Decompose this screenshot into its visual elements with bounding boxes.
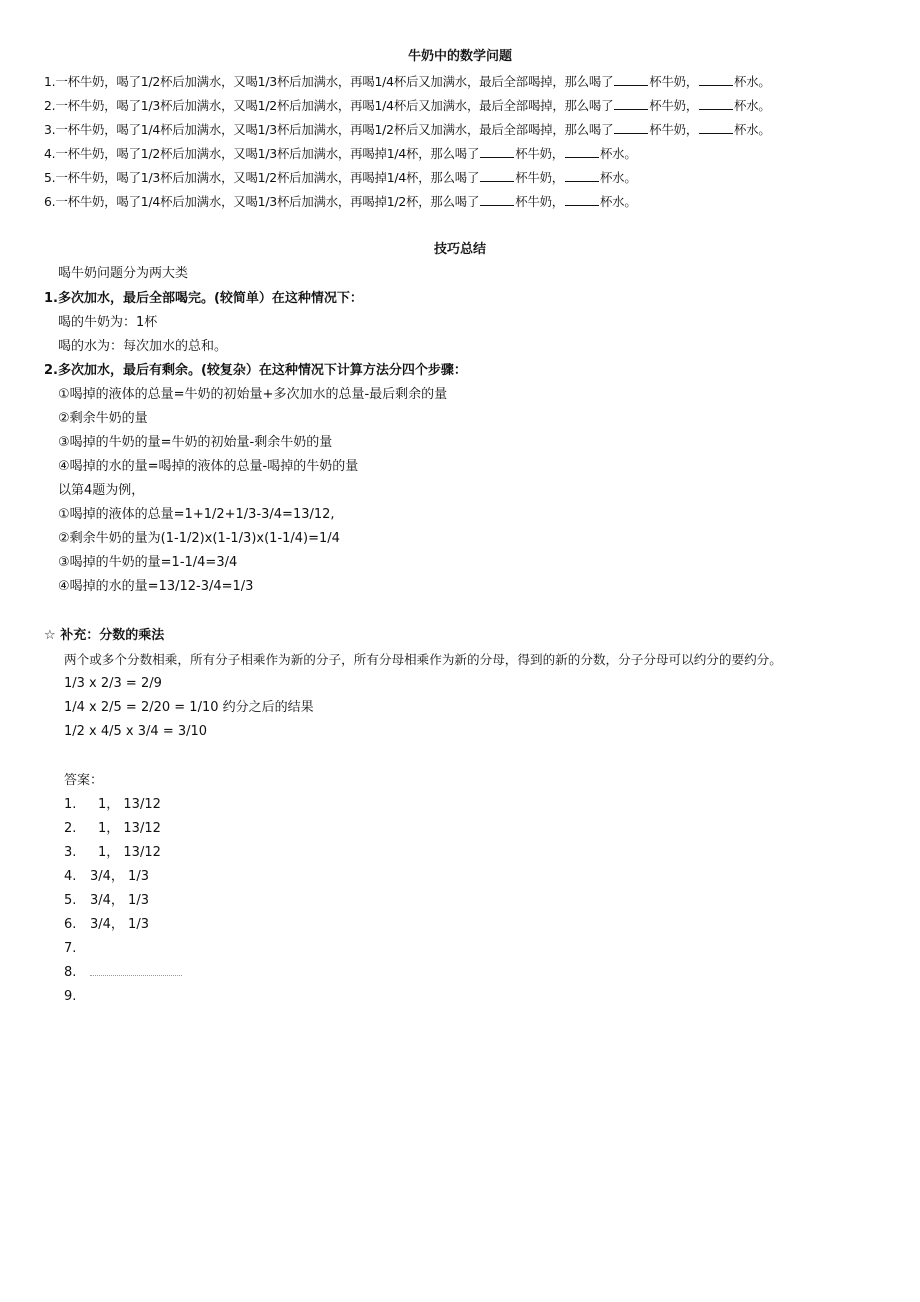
answer-item: 6. 3/4， 1/3 (64, 917, 149, 932)
case2-step: ②剩余牛奶的量 (58, 411, 148, 426)
answer-item: 9. (64, 989, 77, 1004)
answer-blank (614, 121, 648, 134)
question-1: 1.一杯牛奶，喝了1/2杯后加满水，又喝1/3杯后加满水，再喝1/4杯后又加满水，最后全部喝掉，那么喝了 杯牛奶， 杯水。 (44, 74, 771, 89)
summary-title: 技巧总结 (433, 242, 486, 257)
answer-blank (614, 97, 648, 110)
answer-blank (699, 97, 733, 110)
answer-blank (699, 121, 733, 134)
multiplication-example: 1/3 x 2/3 = 2/9 (64, 676, 162, 691)
example-step: ①喝掉的液体的总量=1+1/2+1/3-3/4=13/12, (58, 507, 335, 522)
answer-item: 1. 1， 13/12 (64, 797, 161, 812)
question-2: 2.一杯牛奶，喝了1/3杯后加满水，又喝1/2杯后加满水，再喝1/4杯后又加满水，最后全部喝掉，那么喝了 杯牛奶， 杯水。 (44, 98, 771, 113)
question-6: 6.一杯牛奶，喝了1/4杯后加满水，又喝1/3杯后加满水，再喝掉1/2杯，那么喝了 杯牛奶， 杯水。 (44, 194, 637, 209)
case2-step: ③喝掉的牛奶的量=牛奶的初始量-剩余牛奶的量 (58, 435, 333, 450)
answer-item: 7. (64, 941, 77, 956)
answers-label: 答案： (64, 773, 104, 788)
question-4: 4.一杯牛奶，喝了1/2杯后加满水，又喝1/3杯后加满水，再喝掉1/4杯，那么喝了 杯牛奶， 杯水。 (44, 146, 637, 161)
case2-step: ①喝掉的液体的总量=牛奶的初始量+多次加水的总量-最后剩余的量 (58, 387, 448, 402)
question-3: 3.一杯牛奶，喝了1/4杯后加满水，又喝1/3杯后加满水，再喝1/2杯后又加满水，最后全部喝掉，那么喝了 杯牛奶， 杯水。 (44, 122, 771, 137)
example-step: ④喝掉的水的量=13/12-3/4=1/3 (58, 579, 254, 594)
case2-step: ④喝掉的水的量=喝掉的液体的总量-喝掉的牛奶的量 (58, 459, 359, 474)
supplement-description: 两个或多个分数相乘，所有分子相乘作为新的分子，所有分母相乘作为新的分母，得到的新的分数，分子分母可以约分的要约分。 (64, 652, 782, 667)
answer-blank (614, 73, 648, 86)
case1-heading: 1.多次加水，最后全部喝完。(较简单）在这种情况下： (44, 291, 363, 306)
answer-item: 3. 1， 13/12 (64, 845, 161, 860)
dotted-placeholder (90, 965, 182, 976)
supplement-heading: ☆ 补充：分数的乘法 (44, 628, 165, 643)
answer-blank (480, 145, 514, 158)
answer-blank (480, 193, 514, 206)
answer-blank (565, 145, 599, 158)
answer-item: 4. 3/4， 1/3 (64, 869, 149, 884)
answer-blank (480, 169, 514, 182)
answer-item: 2. 1， 13/12 (64, 821, 161, 836)
answer-blank (699, 73, 733, 86)
case1-line: 喝的牛奶为：1杯 (58, 315, 158, 330)
answer-item: 8. (64, 964, 182, 982)
question-5: 5.一杯牛奶，喝了1/3杯后加满水，又喝1/2杯后加满水，再喝掉1/4杯，那么喝了 杯牛奶， 杯水。 (44, 170, 637, 185)
example-step: ②剩余牛奶的量为(1-1/2)x(1-1/3)x(1-1/4)=1/4 (58, 531, 340, 546)
example-step: ③喝掉的牛奶的量=1-1/4=3/4 (58, 555, 238, 570)
summary-intro: 喝牛奶问题分为两大类 (58, 266, 189, 281)
page-title: 牛奶中的数学问题 (407, 49, 512, 64)
multiplication-example: 1/4 x 2/5 = 2/20 = 1/10 约分之后的结果 (64, 700, 314, 715)
case2-heading: 2.多次加水，最后有剩余。(较复杂）在这种情况下计算方法分四个步骤： (44, 363, 467, 378)
case1-line: 喝的水为：每次加水的总和。 (58, 339, 228, 354)
answer-item: 5. 3/4， 1/3 (64, 893, 149, 908)
multiplication-example: 1/2 x 4/5 x 3/4 = 3/10 (64, 724, 208, 739)
answer-blank (565, 169, 599, 182)
star-icon: ☆ (44, 628, 56, 643)
answer-blank (565, 193, 599, 206)
example-intro: 以第4题为例， (58, 483, 145, 498)
